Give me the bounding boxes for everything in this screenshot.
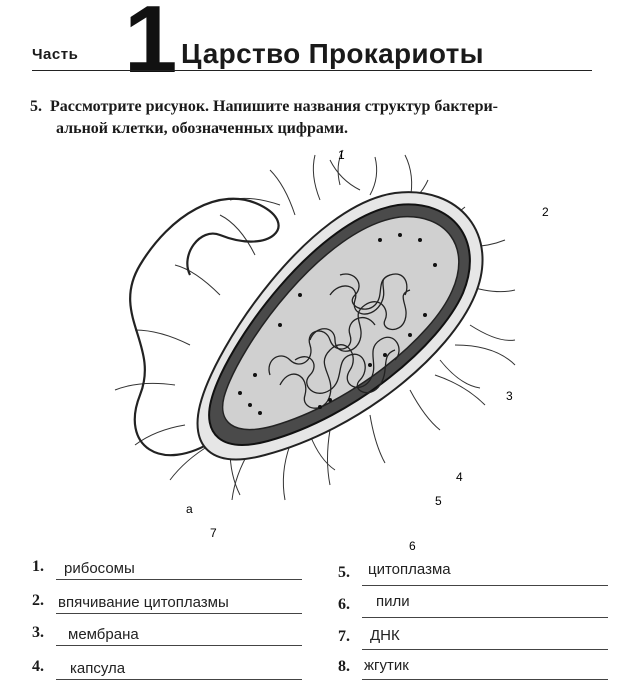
callout-4: 4 (456, 470, 463, 484)
answer-text[interactable]: мембрана (68, 626, 139, 643)
answer-number: 6. (338, 596, 350, 613)
answer-line (362, 585, 608, 586)
answer-line (362, 679, 608, 680)
answer-text[interactable]: капсула (70, 660, 126, 677)
answer-line (56, 645, 302, 646)
callout-1: 1 (338, 148, 345, 162)
task-text-line1: Рассмотрите рисунок. Напишите названия структур бактери- (50, 98, 499, 115)
answer-row-6 (338, 594, 608, 618)
answer-number: 5. (338, 564, 350, 581)
answer-line (56, 613, 302, 614)
part-label: Часть (32, 46, 79, 63)
callout-5: 5 (435, 494, 442, 508)
answer-number: 1. (32, 558, 44, 575)
answer-line (56, 679, 302, 680)
answer-number: 2. (32, 592, 44, 609)
answer-line (56, 579, 302, 580)
callout-8: а (186, 502, 193, 516)
answer-number: 3. (32, 624, 44, 641)
answer-line (362, 617, 608, 618)
answer-text[interactable]: впячивание цитоплазмы (58, 594, 229, 611)
answer-text[interactable]: цитоплазма (368, 561, 451, 578)
task-number: 5. (30, 98, 42, 115)
answer-row-4 (32, 656, 302, 680)
header-divider (32, 70, 592, 71)
answer-row-1 (32, 556, 302, 580)
chapter-title: Царство Прокариоты (181, 38, 484, 69)
answer-text[interactable]: ДНК (370, 627, 400, 644)
callout-6: 6 (409, 539, 416, 553)
answer-line (362, 649, 608, 650)
answer-row-3 (32, 622, 302, 646)
callout-3: 3 (506, 389, 513, 403)
answer-row-5 (338, 562, 608, 586)
task-line-2 (30, 118, 615, 140)
answer-number: 4. (32, 658, 44, 675)
task-prompt (30, 96, 615, 140)
task-line-1 (30, 96, 615, 118)
bacterial-cell-diagram (80, 145, 560, 553)
answer-row-8 (338, 656, 608, 680)
answer-text[interactable]: пили (376, 593, 410, 610)
answer-text[interactable]: рибосомы (64, 560, 135, 577)
answer-number: 7. (338, 628, 350, 645)
task-text-line2: альной клетки, обозначенных цифрами. (56, 120, 348, 137)
part-number: 1 (124, 0, 178, 93)
answer-row-2 (32, 590, 302, 614)
answer-number: 8. (338, 658, 350, 675)
callout-7: 7 (210, 526, 217, 540)
callout-2: 2 (542, 205, 549, 219)
answer-text[interactable]: жгутик (364, 657, 409, 674)
answer-row-7 (338, 626, 608, 650)
